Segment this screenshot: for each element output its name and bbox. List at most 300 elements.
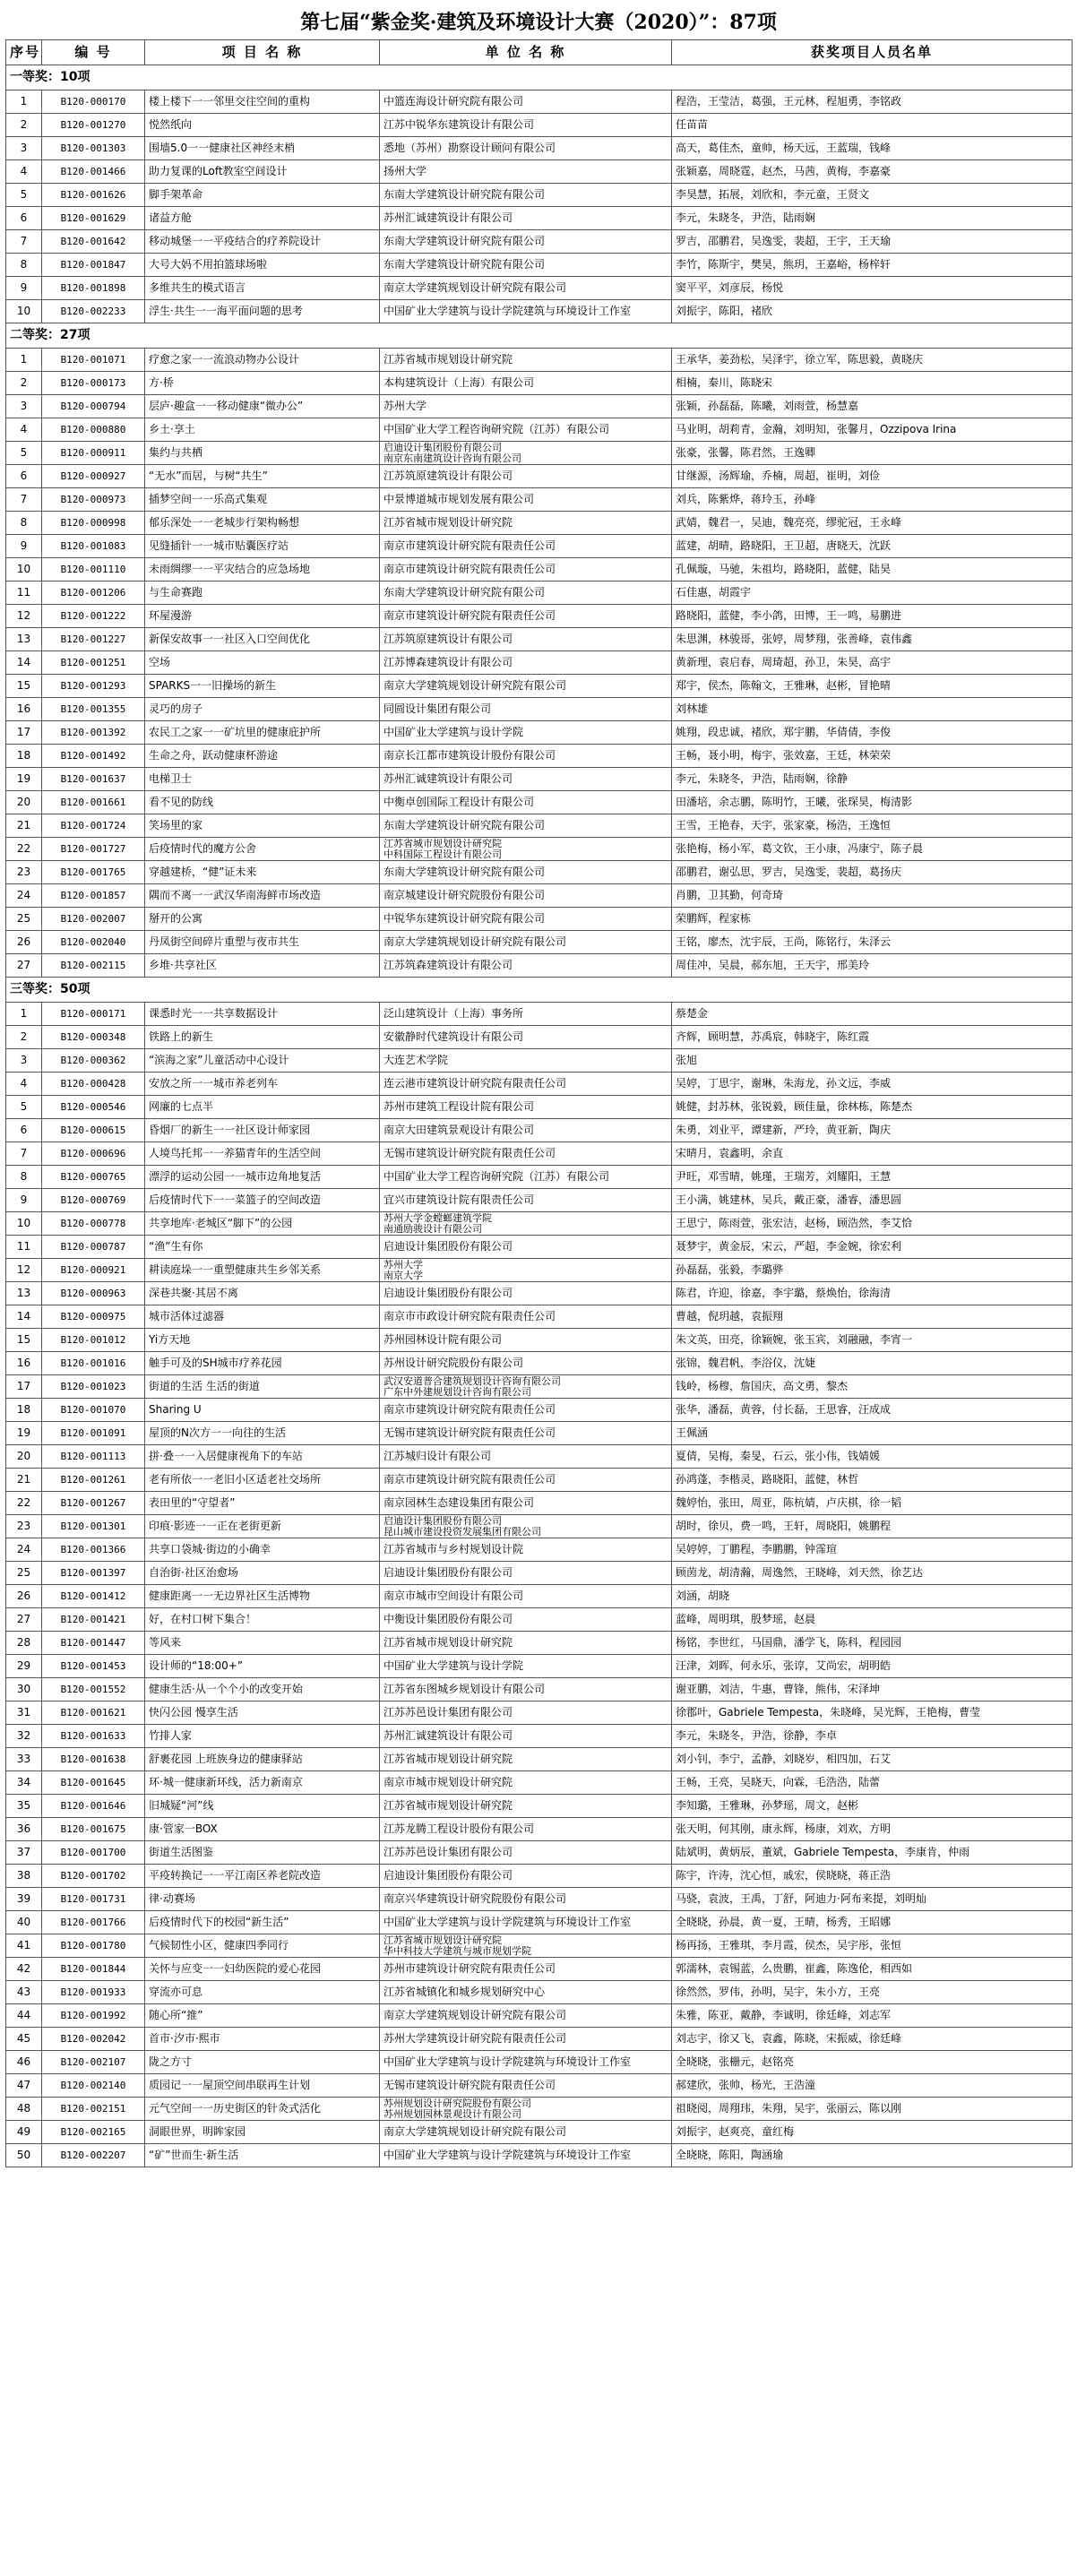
row-index: 1 — [6, 90, 42, 114]
project-code: B120-001023 — [42, 1375, 145, 1399]
project-code: B120-000963 — [42, 1282, 145, 1305]
unit-name: 江苏省东图城乡规划设计有限公司 — [380, 1678, 672, 1702]
project-code: B120-001267 — [42, 1492, 145, 1515]
table-row — [6, 488, 1073, 512]
project-name: 人境鸟托邦一一养猫青年的生活空间 — [145, 1142, 380, 1166]
table-row — [6, 1305, 1073, 1329]
row-index: 5 — [6, 1096, 42, 1119]
row-index: 24 — [6, 1538, 42, 1562]
table-row — [6, 931, 1073, 954]
row-index: 36 — [6, 1818, 42, 1841]
project-code: B120-001633 — [42, 1725, 145, 1748]
table-row — [6, 1981, 1073, 2004]
table-row — [6, 1608, 1073, 1632]
project-name: 农民工之家一一矿坑里的健康庇护所 — [145, 721, 380, 745]
row-index: 9 — [6, 277, 42, 300]
member-list: 魏婷怡，张田，周亚，陈杭婧，卢庆棋，徐一韬 — [672, 1492, 1073, 1515]
project-name: 老有所依一一老旧小区适老社交场所 — [145, 1469, 380, 1492]
table-row — [6, 1725, 1073, 1748]
table-row — [6, 1189, 1073, 1212]
project-name: 深巷共聚·其居不离 — [145, 1282, 380, 1305]
row-index: 19 — [6, 1422, 42, 1445]
unit-name: 安徽静时代建筑设计有限公司 — [380, 1026, 672, 1049]
member-list: 曹越，倪玥越，袁振翔 — [672, 1305, 1073, 1329]
project-name: 脚手架革命 — [145, 184, 380, 207]
row-index: 25 — [6, 908, 42, 931]
row-index: 11 — [6, 582, 42, 605]
row-index: 44 — [6, 2004, 42, 2028]
member-list: 马业明，胡莉青，金瀚，刘明知，张馨月，Ozzipova Irina — [672, 418, 1073, 442]
unit-name: 江苏省城市规划设计研究院 — [380, 1632, 672, 1655]
table-row — [6, 465, 1073, 488]
unit-name: 江苏城归设计有限公司 — [380, 1445, 672, 1469]
section-label: 二等奖：27项 — [6, 323, 1073, 349]
unit-name: 无锡市建筑设计研究院有限责任公司 — [380, 2074, 672, 2098]
project-name: 后疫情时代的魔方公舍 — [145, 838, 380, 861]
row-index: 27 — [6, 954, 42, 978]
project-code: B120-001261 — [42, 1469, 145, 1492]
unit-name: 南京园林生态建设集团有限公司 — [380, 1492, 672, 1515]
member-list: 蔡楚金 — [672, 1003, 1073, 1026]
project-name: “滨海之家”儿童活动中心设计 — [145, 1049, 380, 1073]
member-list: 姚翔，段忠诚，褚欣，郑宇鹏，华倩倩，李俊 — [672, 721, 1073, 745]
unit-name: 南京大学建筑规划设计研究院有限公司 — [380, 2004, 672, 2028]
project-name: “无水”而居，与树“共生” — [145, 465, 380, 488]
project-code: B120-001646 — [42, 1795, 145, 1818]
unit-name: 中国矿业大学工程咨询研究院（江苏）有限公司 — [380, 1166, 672, 1189]
member-list: 孔佩璇，马驰，朱祖均，路晓阳，蓝健，陆昊 — [672, 558, 1073, 582]
unit-name: 启迪设计集团股份有限公司 昆山城市建设投资发展集团有限公司 — [380, 1515, 672, 1538]
project-code: B120-001626 — [42, 184, 145, 207]
project-code: B120-000173 — [42, 372, 145, 395]
table-row — [6, 395, 1073, 418]
unit-name: 中景博道城市规划发展有限公司 — [380, 488, 672, 512]
project-name: 未雨绸缪一一平灾结合的应急场地 — [145, 558, 380, 582]
member-list: 顾茵龙，胡清瀚，周逸然，王晓峰，刘天然，徐艺达 — [672, 1562, 1073, 1585]
row-index: 22 — [6, 1492, 42, 1515]
project-code: B120-001016 — [42, 1352, 145, 1375]
project-code: B120-001303 — [42, 137, 145, 160]
row-index: 4 — [6, 1073, 42, 1096]
project-code: B120-002165 — [42, 2121, 145, 2144]
unit-name: 苏州汇诚建筑设计有限公司 — [380, 768, 672, 791]
table-row — [6, 1562, 1073, 1585]
table-row — [6, 207, 1073, 230]
row-index: 17 — [6, 1375, 42, 1399]
unit-name: 江苏省城镇化和城乡规划研究中心 — [380, 1981, 672, 2004]
project-name: 层庐·趣盒一一移动健康“微办公” — [145, 395, 380, 418]
project-code: B120-001113 — [42, 1445, 145, 1469]
project-code: B120-000998 — [42, 512, 145, 535]
project-code: B120-002042 — [42, 2028, 145, 2051]
column-header-project: 项 目 名 称 — [145, 40, 380, 65]
project-code: B120-002107 — [42, 2051, 145, 2074]
unit-name: 苏州汇诚建筑设计有限公司 — [380, 207, 672, 230]
table-row — [6, 2121, 1073, 2144]
project-code: B120-001847 — [42, 254, 145, 277]
project-name: Yi方天地 — [145, 1329, 380, 1352]
row-index: 27 — [6, 1608, 42, 1632]
member-list: 刘兵，陈紫烨，蒋玲玉，孙峰 — [672, 488, 1073, 512]
project-code: B120-001765 — [42, 861, 145, 884]
member-list: 李元，朱晓冬，尹浩，陆雨娴，徐静 — [672, 768, 1073, 791]
table-row — [6, 582, 1073, 605]
unit-name: 江苏苏邑设计集团有限公司 — [380, 1841, 672, 1865]
member-list: 夏倩，吴梅，秦旻，石云，张小伟，钱婧媛 — [672, 1445, 1073, 1469]
table-row — [6, 184, 1073, 207]
row-index: 23 — [6, 861, 42, 884]
member-list: 石佳惠，胡霞宇 — [672, 582, 1073, 605]
member-list: 相楠，秦川，陈晓宋 — [672, 372, 1073, 395]
row-index: 13 — [6, 628, 42, 651]
member-list: 田潘培，余志鹏，陈明竹，王曦，张琛昊，梅清影 — [672, 791, 1073, 814]
unit-name: 中国矿业大学工程咨询研究院（江苏）有限公司 — [380, 418, 672, 442]
member-list: 祖晓阅，周翔玮，朱翔，吴宇，张丽云，陈以刚 — [672, 2098, 1073, 2121]
table-row — [6, 1748, 1073, 1771]
project-name: 关怀与应变一一妇幼医院的爱心花园 — [145, 1958, 380, 1981]
project-name: 楼上楼下一一邻里交往空间的重构 — [145, 90, 380, 114]
row-index: 50 — [6, 2144, 42, 2167]
section-header-row — [6, 323, 1073, 349]
table-row — [6, 558, 1073, 582]
table-row — [6, 791, 1073, 814]
unit-name: 东南大学建筑设计研究院有限公司 — [380, 184, 672, 207]
member-list: 陆斌明，黄炳辰，董斌，Gabriele Tempesta，李康肯，仲雨 — [672, 1841, 1073, 1865]
row-index: 7 — [6, 1142, 42, 1166]
project-code: B120-002151 — [42, 2098, 145, 2121]
unit-name: 南京大学建筑规划设计研究院有限公司 — [380, 277, 672, 300]
row-index: 33 — [6, 1748, 42, 1771]
table-row — [6, 1958, 1073, 1981]
project-code: B120-000880 — [42, 418, 145, 442]
table-row — [6, 1026, 1073, 1049]
project-name: 隅而不离一一武汉华南海鲜市场改造 — [145, 884, 380, 908]
project-name: 电梯卫士 — [145, 768, 380, 791]
project-code: B120-001727 — [42, 838, 145, 861]
project-code: B120-000428 — [42, 1073, 145, 1096]
row-index: 5 — [6, 184, 42, 207]
table-row — [6, 1655, 1073, 1678]
row-index: 18 — [6, 745, 42, 768]
unit-name: 江苏苏邑设计集团有限公司 — [380, 1702, 672, 1725]
unit-name: 扬州大学 — [380, 160, 672, 184]
member-list: 刘小钊，李宁，孟静，刘晓岁，相四加，石艾 — [672, 1748, 1073, 1771]
section-label: 三等奖：50项 — [6, 978, 1073, 1003]
unit-name: 中衡卓创国际工程设计有限公司 — [380, 791, 672, 814]
project-name: 首市·汐市·熙市 — [145, 2028, 380, 2051]
table-row — [6, 1702, 1073, 1725]
project-name: 气候韧性小区，健康四季同行 — [145, 1934, 380, 1958]
table-row — [6, 651, 1073, 675]
project-code: B120-001083 — [42, 535, 145, 558]
row-index: 22 — [6, 838, 42, 861]
unit-name: 南京大学建筑规划设计研究院有限公司 — [380, 675, 672, 698]
project-name: 律·动赛场 — [145, 1888, 380, 1911]
row-index: 9 — [6, 535, 42, 558]
table-row — [6, 1585, 1073, 1608]
project-name: 集约与共栖 — [145, 442, 380, 465]
project-name: 共享口袋城·街边的小确幸 — [145, 1538, 380, 1562]
unit-name: 南京兴华建筑设计研究院股份有限公司 — [380, 1888, 672, 1911]
member-list: 罗吉，邵鹏君，吴逸雯，裴超，王宇，王天瑜 — [672, 230, 1073, 254]
project-name: 屋顶的N次方一一向往的生活 — [145, 1422, 380, 1445]
project-code: B120-001637 — [42, 768, 145, 791]
unit-name: 江苏筑原建筑设计有限公司 — [380, 628, 672, 651]
project-code: B120-001675 — [42, 1818, 145, 1841]
row-index: 19 — [6, 768, 42, 791]
member-list: 甘继源，汤辉瑜，乔楠，周超，崔明，刘俭 — [672, 465, 1073, 488]
row-index: 30 — [6, 1678, 42, 1702]
row-index: 20 — [6, 791, 42, 814]
project-name: 平疫转换记一一平江南区养老院改造 — [145, 1865, 380, 1888]
project-name: 诸益方舱 — [145, 207, 380, 230]
unit-name: 江苏筑森建筑设计有限公司 — [380, 954, 672, 978]
row-index: 21 — [6, 814, 42, 838]
row-index: 15 — [6, 675, 42, 698]
row-index: 24 — [6, 884, 42, 908]
member-list: 李知璐，王雅琳，孙梦瑶，周文，赵彬 — [672, 1795, 1073, 1818]
member-list: 郭濡林，袁锡蓝，么贵鹏，崔鑫，陈逸伦，相西如 — [672, 1958, 1073, 1981]
project-code: B120-000171 — [42, 1003, 145, 1026]
unit-name: 江苏省城市规划设计研究院 — [380, 512, 672, 535]
table-row — [6, 230, 1073, 254]
row-index: 8 — [6, 1166, 42, 1189]
member-list: 朱思渊，林骏哥，张婷，周梦翔，张善峰，袁伟鑫 — [672, 628, 1073, 651]
project-code: B120-001301 — [42, 1515, 145, 1538]
project-name: 设计师的“18:00+” — [145, 1655, 380, 1678]
project-name: 质园记一一屋顶空间串联再生计划 — [145, 2074, 380, 2098]
table-row — [6, 300, 1073, 323]
unit-name: 苏州大学金螳螂建筑学院 南通励骏设计有限公司 — [380, 1212, 672, 1236]
project-name: 随心所“推” — [145, 2004, 380, 2028]
row-index: 23 — [6, 1515, 42, 1538]
project-code: B120-002115 — [42, 954, 145, 978]
document-title: 第七届“紫金奖·建筑及环境设计大赛（2020）”：87项 — [300, 11, 777, 34]
row-index: 12 — [6, 605, 42, 628]
project-name: “渔”生有你 — [145, 1236, 380, 1259]
unit-name: 苏州设计研究院股份有限公司 — [380, 1352, 672, 1375]
unit-name: 中衡设计集团股份有限公司 — [380, 1608, 672, 1632]
unit-name: 南京城建设计研究院股份有限公司 — [380, 884, 672, 908]
project-name: 城市活体过滤器 — [145, 1305, 380, 1329]
project-code: B120-001270 — [42, 114, 145, 137]
project-name: 乡堆·共享社区 — [145, 954, 380, 978]
member-list: 武婧，魏君一，吴迪，魏亮亮，缪驼冠，王永峰 — [672, 512, 1073, 535]
table-row — [6, 349, 1073, 372]
member-list: 刘林雄 — [672, 698, 1073, 721]
member-list: 孙鸿蓬，李楷灵，路晓阳，蓝健，林哲 — [672, 1469, 1073, 1492]
section-header-row — [6, 65, 1073, 90]
unit-name: 东南大学建筑设计研究院有限公司 — [380, 582, 672, 605]
row-index: 26 — [6, 1585, 42, 1608]
unit-name: 南京长江都市建筑设计股份有限公司 — [380, 745, 672, 768]
project-code: B120-001645 — [42, 1771, 145, 1795]
unit-name: 中国矿业大学建筑与设计学院建筑与环境设计工作室 — [380, 2144, 672, 2167]
unit-name: 苏州规划设计研究院股份有限公司 苏州规划园林景观设计有限公司 — [380, 2098, 672, 2121]
unit-name: 启迪设计集团股份有限公司 — [380, 1865, 672, 1888]
table-row — [6, 1515, 1073, 1538]
project-name: 舒裹花园 上班族身边的健康驿站 — [145, 1748, 380, 1771]
unit-name: 江苏筑原建筑设计有限公司 — [380, 465, 672, 488]
table-row — [6, 160, 1073, 184]
table-row — [6, 2144, 1073, 2167]
project-code: B120-001070 — [42, 1399, 145, 1422]
member-list: 张锦，魏君帆，李浴仪，沈婕 — [672, 1352, 1073, 1375]
project-name: 环·城一健康新环线，活力新南京 — [145, 1771, 380, 1795]
project-code: B120-002140 — [42, 2074, 145, 2098]
row-index: 38 — [6, 1865, 42, 1888]
table-row — [6, 442, 1073, 465]
project-code: B120-001857 — [42, 884, 145, 908]
project-code: B120-001412 — [42, 1585, 145, 1608]
member-list: 姚健，封苏林，张锐毅，顾佳量，徐林栋，陈楚杰 — [672, 1096, 1073, 1119]
member-list: 吴婷婷，丁鹏程，李鹏鹏，钟霈瑄 — [672, 1538, 1073, 1562]
project-code: B120-001642 — [42, 230, 145, 254]
table-row — [6, 1632, 1073, 1655]
member-list: 孙磊磊，张毅，李璐骅 — [672, 1259, 1073, 1282]
row-index: 2 — [6, 1026, 42, 1049]
row-index: 3 — [6, 1049, 42, 1073]
member-list: 全晓晓，张栅元，赵铭亮 — [672, 2051, 1073, 2074]
row-index: 1 — [6, 1003, 42, 1026]
row-index: 26 — [6, 931, 42, 954]
table-row — [6, 675, 1073, 698]
row-index: 2 — [6, 114, 42, 137]
table-row — [6, 884, 1073, 908]
unit-name: 泛山建筑设计（上海）事务所 — [380, 1003, 672, 1026]
project-name: 网廉的七点半 — [145, 1096, 380, 1119]
row-index: 4 — [6, 418, 42, 442]
member-list: 程浩，王莹洁，葛强，王元林，程旭勇，李铭政 — [672, 90, 1073, 114]
member-list: 徐然然，罗伟，孙明，吴宇，朱小方，王亮 — [672, 1981, 1073, 2004]
section-header-row — [6, 978, 1073, 1003]
table-row — [6, 1911, 1073, 1934]
unit-name: 启迪设计集团股份有限公司 — [380, 1236, 672, 1259]
project-name: 洞眼世界，明眸家园 — [145, 2121, 380, 2144]
unit-name: 江苏省城市规划设计研究院 华中科技大学建筑与城市规划学院 — [380, 1934, 672, 1958]
project-name: 移动城堡一一平疫结合的疗养院设计 — [145, 230, 380, 254]
row-index: 32 — [6, 1725, 42, 1748]
member-list: 张艳梅，杨小军，葛文钦，王小康，冯康宁，陈子晨 — [672, 838, 1073, 861]
unit-name: 悉地（苏州）勘察设计顾问有限公司 — [380, 137, 672, 160]
project-name: 竹排人家 — [145, 1725, 380, 1748]
project-name: SPARKS一一旧操场的新生 — [145, 675, 380, 698]
project-name: 后疫情时代下的校园“新生活” — [145, 1911, 380, 1934]
row-index: 49 — [6, 2121, 42, 2144]
member-list: 全晓晓，孙晨，黄一夏，王晴，杨秀，王昭娜 — [672, 1911, 1073, 1934]
member-list: 郝建欣，张帅，杨光，王浩潼 — [672, 2074, 1073, 2098]
table-row — [6, 372, 1073, 395]
row-index: 42 — [6, 1958, 42, 1981]
project-code: B120-001392 — [42, 721, 145, 745]
table-row — [6, 1212, 1073, 1236]
project-code: B120-000975 — [42, 1305, 145, 1329]
project-code: B120-001227 — [42, 628, 145, 651]
member-list: 张天明，何其刚，康永辉，杨康，刘欢，方明 — [672, 1818, 1073, 1841]
member-list: 张豪，张馨，陈君然，王逸卿 — [672, 442, 1073, 465]
project-name: 围墙5.0一一健康社区神经末梢 — [145, 137, 380, 160]
row-index: 6 — [6, 465, 42, 488]
project-code: B120-001293 — [42, 675, 145, 698]
project-name: 快闪公园 慢享生活 — [145, 1702, 380, 1725]
project-name: 疗愈之家一一流浪动物办公设计 — [145, 349, 380, 372]
unit-name: 中篮连海设计研究院有限公司 — [380, 90, 672, 114]
member-list: 荣鹏辉，程家栋 — [672, 908, 1073, 931]
row-index: 39 — [6, 1888, 42, 1911]
row-index: 12 — [6, 1259, 42, 1282]
project-name: 穿越建桥，“健”证未来 — [145, 861, 380, 884]
row-index: 3 — [6, 137, 42, 160]
project-name: 元气空间一一历史街区的针灸式活化 — [145, 2098, 380, 2121]
project-code: B120-002007 — [42, 908, 145, 931]
row-index: 17 — [6, 721, 42, 745]
table-row — [6, 1119, 1073, 1142]
unit-name: 无锡市建筑设计研究院有限责任公司 — [380, 1422, 672, 1445]
project-name: 课悉时光一一共享数据设计 — [145, 1003, 380, 1026]
project-code: B120-001447 — [42, 1632, 145, 1655]
project-name: 漂浮的运动公园一一城市边角地复活 — [145, 1166, 380, 1189]
member-list: 吴婷，丁思宇，谢琳，朱海龙，孙文远，李威 — [672, 1073, 1073, 1096]
row-index: 3 — [6, 395, 42, 418]
project-code: B120-001731 — [42, 1888, 145, 1911]
award-list-document — [5, 0, 1072, 2167]
row-index: 15 — [6, 1329, 42, 1352]
row-index: 21 — [6, 1469, 42, 1492]
table-row — [6, 768, 1073, 791]
project-name: 耕读庭垛一一重塑健康共生乡邻关系 — [145, 1259, 380, 1282]
member-list: 王小满，姚建林，吴兵，戴正豪，潘睿，潘思圆 — [672, 1189, 1073, 1212]
project-name: 表田里的“守望者” — [145, 1492, 380, 1515]
table-row — [6, 1422, 1073, 1445]
project-code: B120-001780 — [42, 1934, 145, 1958]
unit-name: 南京市建筑设计研究院有限责任公司 — [380, 558, 672, 582]
unit-name: 中锐华东建筑设计研究院有限公司 — [380, 908, 672, 931]
table-row — [6, 1678, 1073, 1702]
row-index: 41 — [6, 1934, 42, 1958]
unit-name: 连云港市建筑设计研究院有限责任公司 — [380, 1073, 672, 1096]
row-index: 43 — [6, 1981, 42, 2004]
unit-name: 本构建筑设计（上海）有限公司 — [380, 372, 672, 395]
table-row — [6, 90, 1073, 114]
project-code: B120-001700 — [42, 1841, 145, 1865]
column-header-members: 获奖项目人员名单 — [672, 40, 1073, 65]
member-list: 李竹，陈斯宇，樊昊，熊玥，王嘉峪，杨梓轩 — [672, 254, 1073, 277]
member-list: 胡时，徐贝，费一鸣，王轩，周晓阳，姚鹏程 — [672, 1515, 1073, 1538]
column-header-index: 序号 — [6, 40, 42, 65]
unit-name: 江苏省城市规划设计研究院 — [380, 1795, 672, 1818]
row-index: 14 — [6, 1305, 42, 1329]
unit-name: 无锡市建筑设计研究院有限责任公司 — [380, 1142, 672, 1166]
unit-name: 苏州汇诚建筑设计有限公司 — [380, 1725, 672, 1748]
member-list: 王畅，王亮，吴晓天，向霖，毛浩浩，陆蕾 — [672, 1771, 1073, 1795]
row-index: 13 — [6, 1282, 42, 1305]
row-index: 10 — [6, 1212, 42, 1236]
column-header-unit: 单 位 名 称 — [380, 40, 672, 65]
project-name: 环屋漫游 — [145, 605, 380, 628]
member-list: 张颖，孙磊磊，陈曦，刘雨萱，杨慧嘉 — [672, 395, 1073, 418]
member-list: 刘涵，胡晓 — [672, 1585, 1073, 1608]
project-code: B120-000927 — [42, 465, 145, 488]
row-index: 6 — [6, 1119, 42, 1142]
table-body — [6, 65, 1073, 2167]
project-code: B120-000911 — [42, 442, 145, 465]
project-name: 浮生·共生一一海平面问题的思考 — [145, 300, 380, 323]
unit-name: 南京市城市空间设计有限公司 — [380, 1585, 672, 1608]
project-code: B120-000769 — [42, 1189, 145, 1212]
member-list: 谢亚鹏，刘洁，牛惠，曹锋，熊伟，宋泽坤 — [672, 1678, 1073, 1702]
project-code: B120-001766 — [42, 1911, 145, 1934]
project-code: B120-001844 — [42, 1958, 145, 1981]
